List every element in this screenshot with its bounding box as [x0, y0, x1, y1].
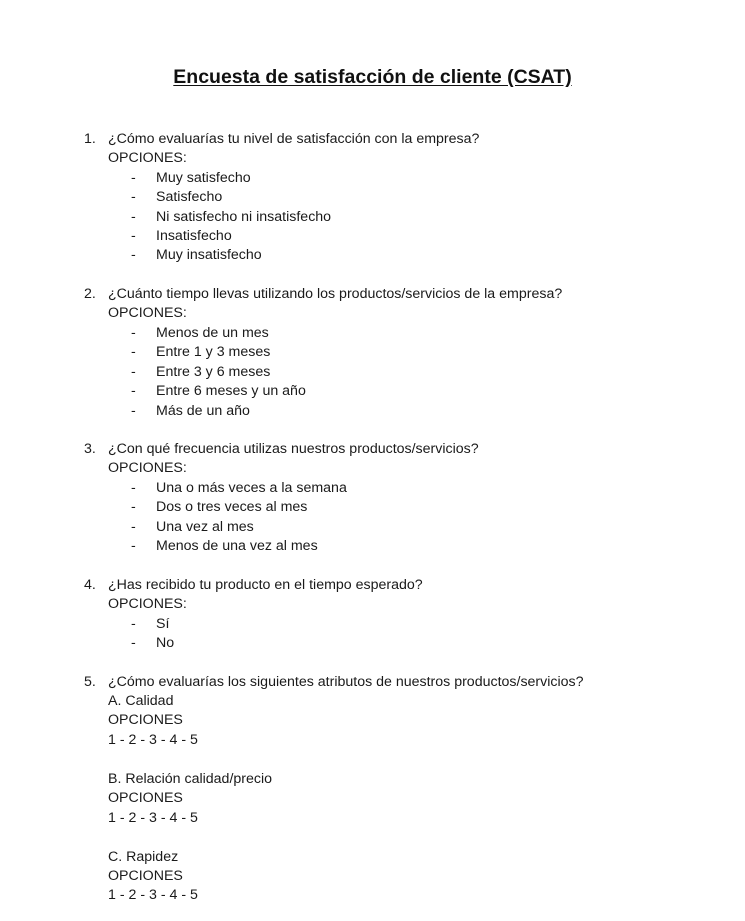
question-number: 2. [84, 286, 96, 302]
option-item: Dos o tres veces al mes [156, 499, 308, 515]
options-label: OPCIONES [108, 712, 183, 728]
options-label: OPCIONES: [108, 460, 187, 476]
rating-scale: 1 - 2 - 3 - 4 - 5 [108, 887, 198, 903]
attribute-label: C. Rapidez [108, 849, 179, 865]
option-dash: - [131, 209, 136, 225]
attribute-label: A. Calidad [108, 693, 174, 709]
option-dash: - [131, 635, 136, 651]
option-item: Una vez al mes [156, 519, 254, 535]
question-text: ¿Cómo evaluarías tu nivel de satisfacción con la empresa? [108, 131, 480, 147]
question-number: 3. [84, 441, 96, 457]
option-dash: - [131, 325, 136, 341]
option-dash: - [131, 344, 136, 360]
rating-scale: 1 - 2 - 3 - 4 - 5 [108, 732, 198, 748]
options-label: OPCIONES: [108, 305, 187, 321]
option-dash: - [131, 364, 136, 380]
option-item: Una o más veces a la semana [156, 480, 347, 496]
option-item: Entre 6 meses y un año [156, 383, 306, 399]
option-item: Más de un año [156, 403, 250, 419]
options-label: OPCIONES [108, 868, 183, 884]
option-dash: - [131, 403, 136, 419]
rating-scale: 1 - 2 - 3 - 4 - 5 [108, 810, 198, 826]
options-label: OPCIONES: [108, 150, 187, 166]
option-item: Insatisfecho [156, 228, 232, 244]
option-item: No [156, 635, 175, 651]
option-dash: - [131, 228, 136, 244]
option-item: Sí [156, 616, 170, 632]
option-dash: - [131, 247, 136, 263]
option-item: Muy satisfecho [156, 170, 251, 186]
question-text: ¿Has recibido tu producto en el tiempo esperado? [108, 577, 423, 593]
option-dash: - [131, 519, 136, 535]
option-dash: - [131, 189, 136, 205]
question-text: ¿Cuánto tiempo llevas utilizando los productos/servicios de la empresa? [108, 286, 563, 302]
options-label: OPCIONES [108, 790, 183, 806]
options-label: OPCIONES: [108, 596, 187, 612]
option-item: Satisfecho [156, 189, 223, 205]
option-item: Menos de una vez al mes [156, 538, 318, 554]
document-title: Encuesta de satisfacción de cliente (CSAT) [173, 66, 572, 88]
question-number: 4. [84, 577, 96, 593]
option-dash: - [131, 499, 136, 515]
attribute-label: B. Relación calidad/precio [108, 771, 273, 787]
option-dash: - [131, 616, 136, 632]
option-item: Entre 1 y 3 meses [156, 344, 271, 360]
option-item: Menos de un mes [156, 325, 269, 341]
option-item: Entre 3 y 6 meses [156, 364, 271, 380]
option-dash: - [131, 170, 136, 186]
option-dash: - [131, 538, 136, 554]
question-text: ¿Cómo evaluarías los siguientes atributos de nuestros productos/servicios? [108, 674, 584, 690]
option-item: Ni satisfecho ni insatisfecho [156, 209, 332, 225]
option-dash: - [131, 480, 136, 496]
option-item: Muy insatisfecho [156, 247, 262, 263]
question-number: 5. [84, 674, 96, 690]
question-text: ¿Con qué frecuencia utilizas nuestros productos/servicios? [108, 441, 479, 457]
option-dash: - [131, 383, 136, 399]
question-number: 1. [84, 131, 96, 147]
